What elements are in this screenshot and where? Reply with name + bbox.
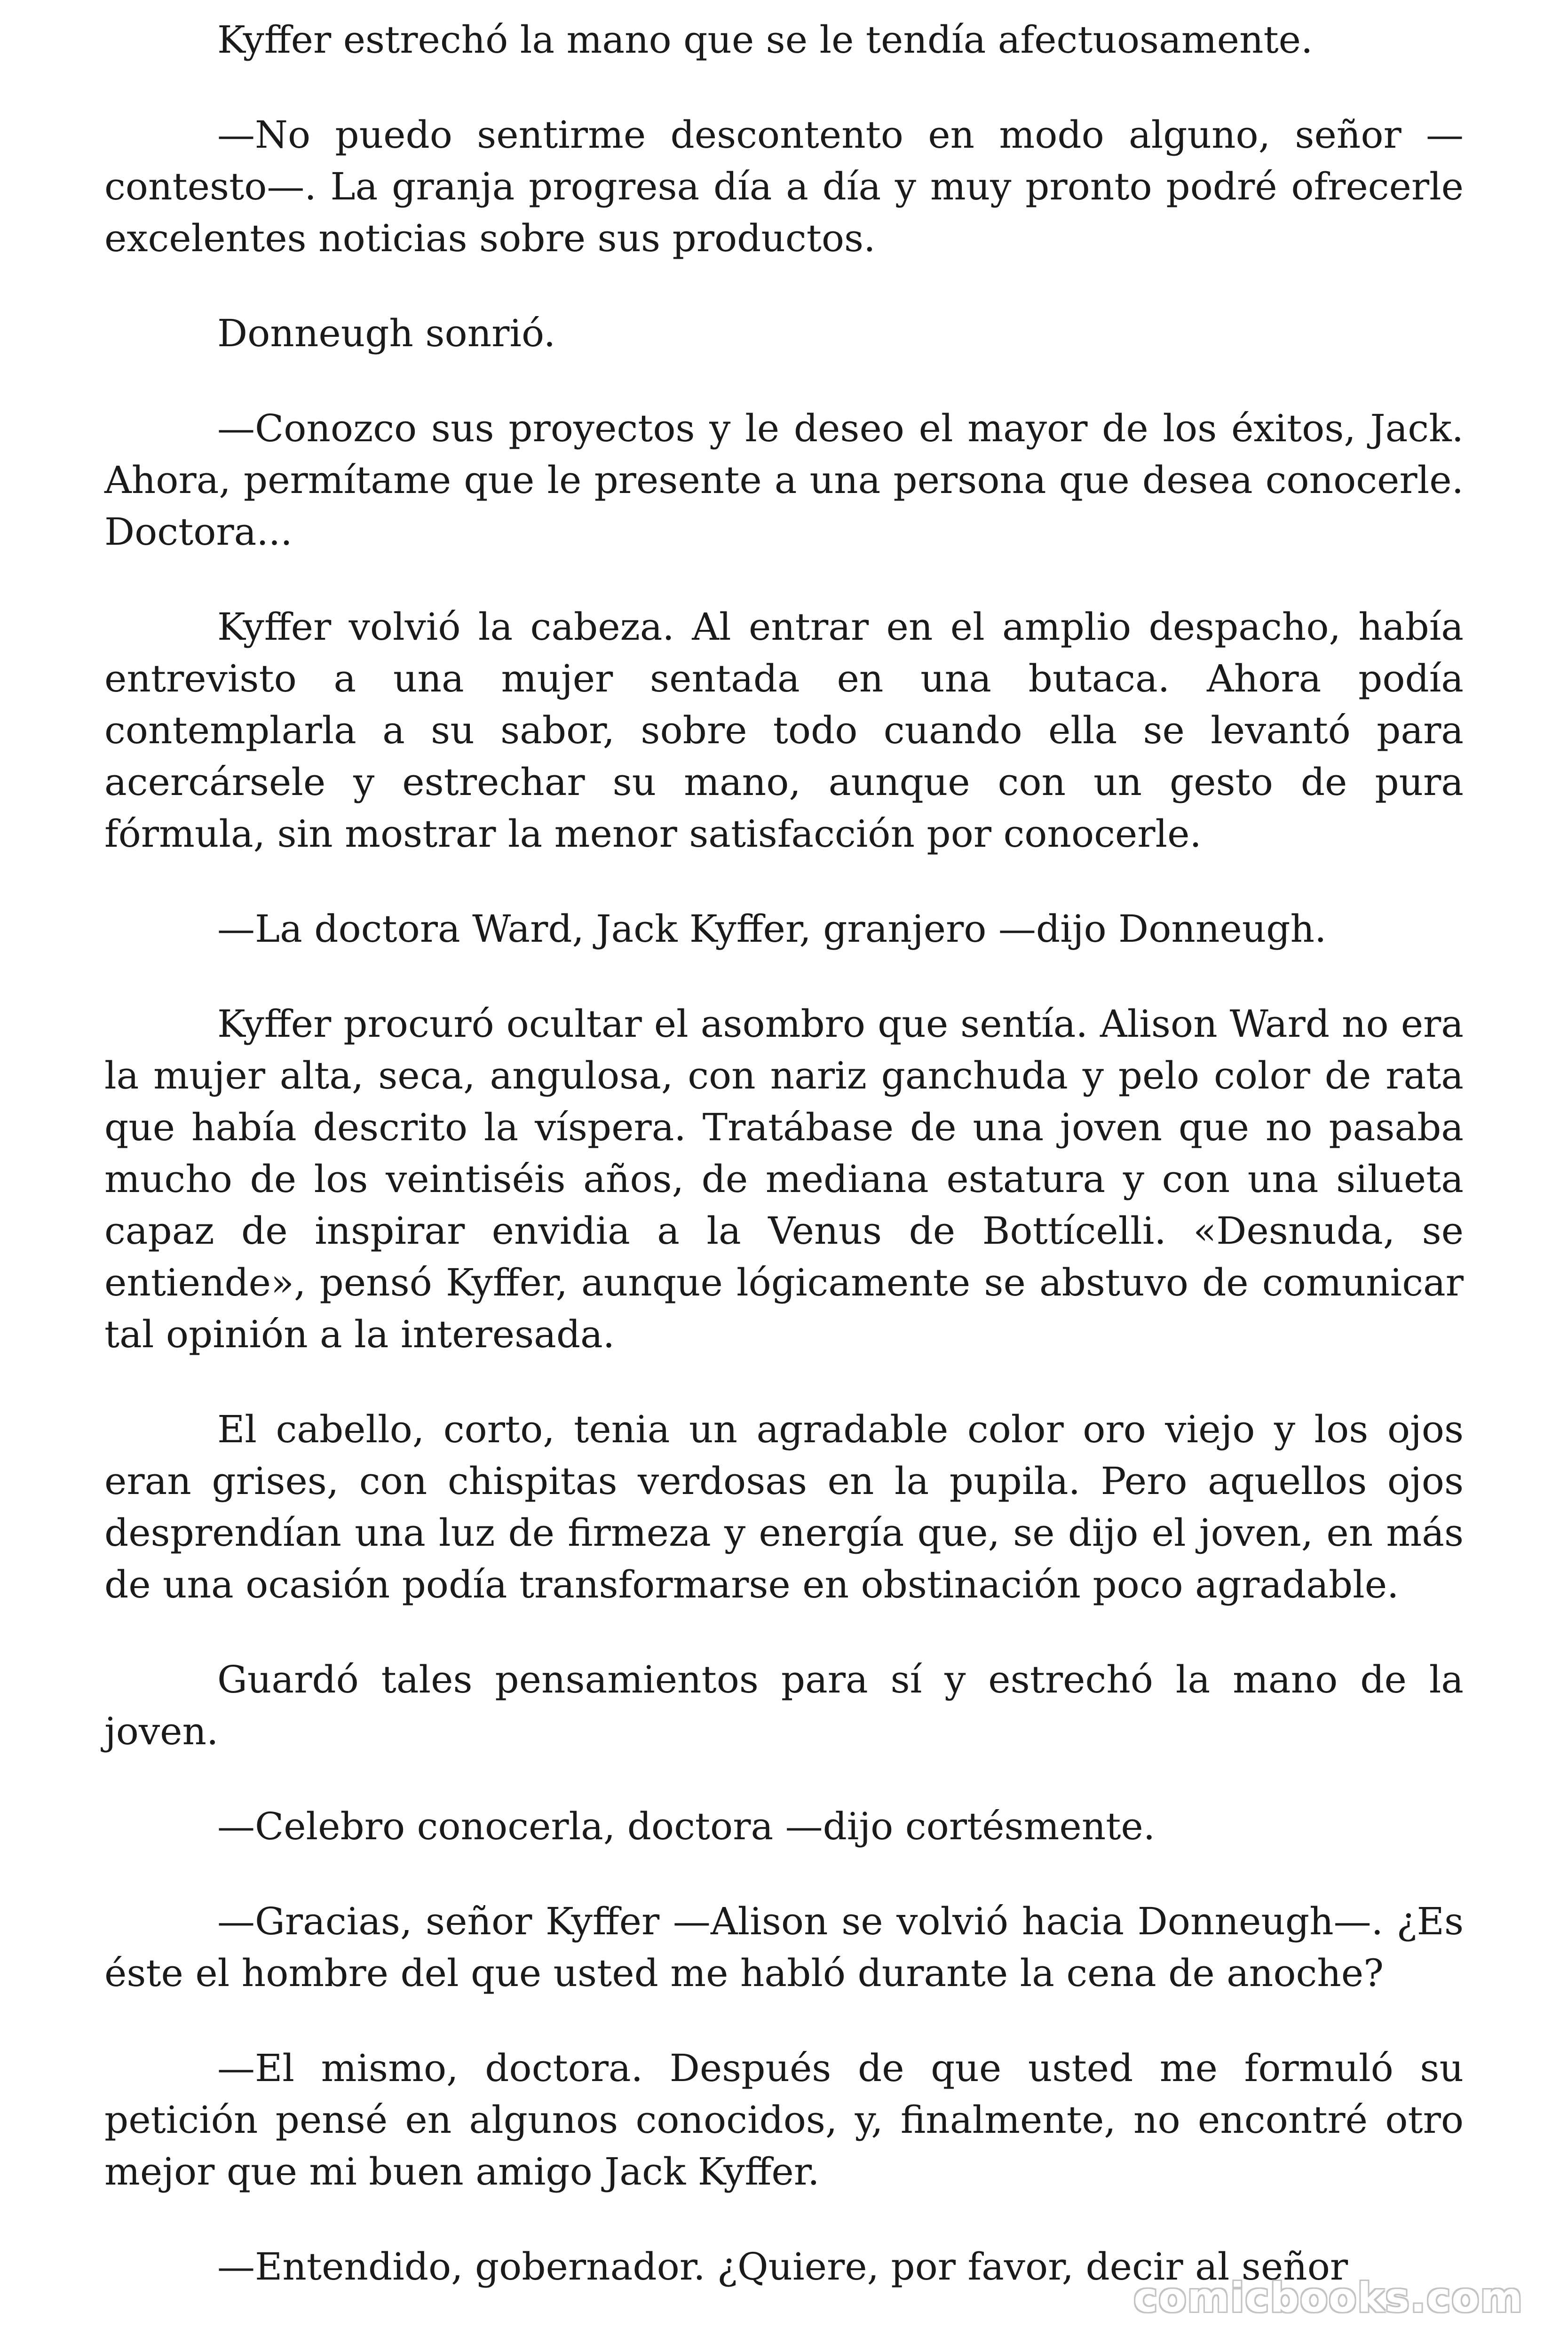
paragraph-8: El cabello, corto, tenia un agradable color oro viejo y los ojos eran grises, con chispitas verdosas en la pupila. Pero aquellos ojos desprendían una luz de firmeza y energía que, se dijo el joven, en más de una ocasión podía transformarse en obstinación poco agradable. [104,1407,1464,1606]
paragraph-12: —El mismo, doctora. Después de que usted me formuló su petición pensé en algunos conocidos, y, finalmente, no encontré otro mejor que mi buen amigo Jack Kyffer. [104,2046,1464,2193]
watermark: comicbooks.com [1133,2274,1523,2321]
paragraph-3: Donneugh sonrió. [217,311,556,355]
paragraph-1: Kyffer estrechó la mano que se le tendía afectuosamente. [217,18,1313,62]
paragraph-10: —Celebro conocerla, doctora —dijo cortésmente. [217,1804,1156,1848]
paragraph-5: Kyffer volvió la cabeza. Al entrar en el amplio despacho, había entrevisto a una mujer sentada en una butaca. Ahora podía contemplarla a su sabor, sobre todo cuando ella se levantó para acercársele y estrechar su mano, aunque con un gesto de pura fórmula, sin mostrar la menor satisfacción por conocerle. [104,605,1464,856]
paragraph-4: —Conozco sus proyectos y le deseo el mayor de los éxitos, Jack. Ahora, permítame que le presente a una persona que desea conocerle. Doctora... [104,406,1464,554]
page-text [104,14,1464,2293]
paragraph-2: —No puedo sentirme descontento en modo alguno, señor —contesto—. La granja progresa día a día y muy pronto podré ofrecerle excelentes noticias sobre sus productos. [104,113,1464,260]
paragraph-6: —La doctora Ward, Jack Kyffer, granjero —dijo Donneugh. [217,907,1327,951]
paragraph-11: —Gracias, señor Kyffer —Alison se volvió hacia Donneugh—. ¿Es éste el hombre del que usted me habló durante la cena de anoche? [104,1899,1464,1995]
paragraph-13: —Entendido, gobernador. ¿Quiere, por favor, decir al señor [217,2245,1348,2288]
paragraph-9: Guardó tales pensamientos para sí y estrechó la mano de la joven. [104,1658,1464,1753]
paragraph-7: Kyffer procuró ocultar el asombro que sentía. Alison Ward no era la mujer alta, seca, angulosa, con nariz ganchuda y pelo color de rata que había descrito la víspera. Tratábase de una joven que no pasaba mucho de los veintiséis años, de mediana estatura y con una silueta capaz de inspirar envidia a la Venus de Bottícelli. «Desnuda, se entiende», pensó Kyffer, aunque lógicamente se abstuvo de comunicar tal opinión a la interesada. [104,1002,1464,1356]
